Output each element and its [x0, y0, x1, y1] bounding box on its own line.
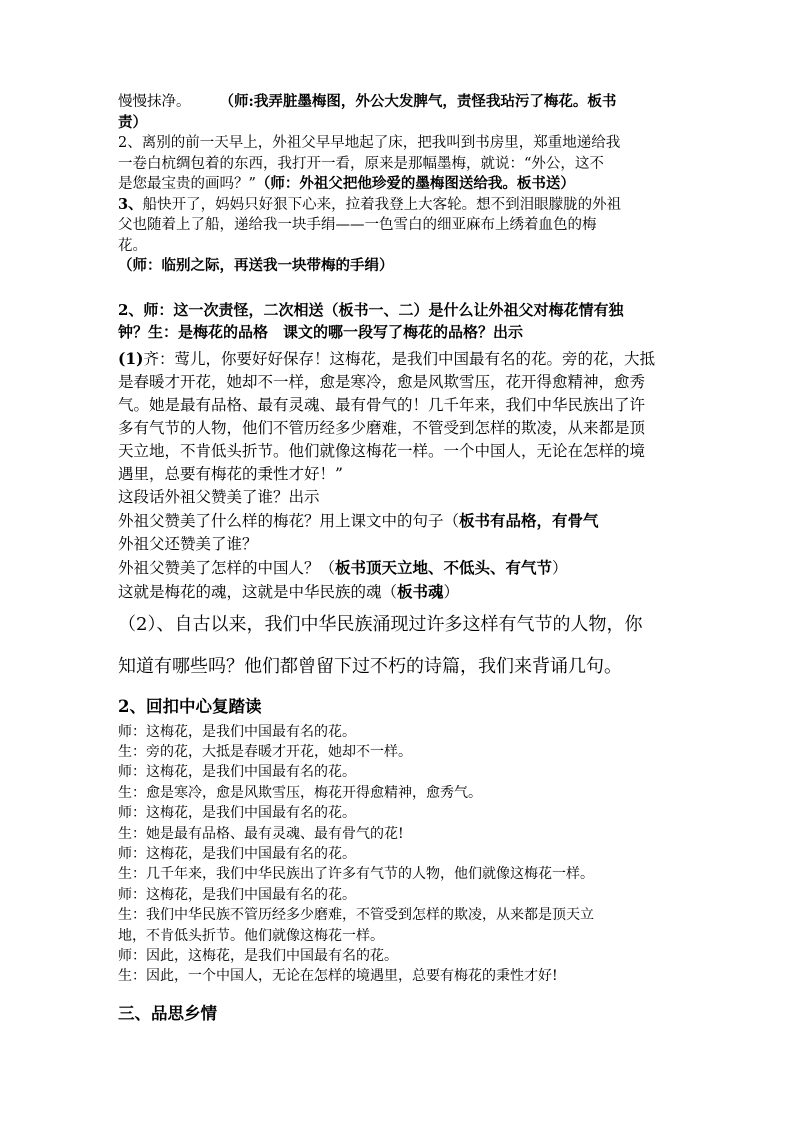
blackboard-note: 板书顶天立地、不低头、有气节 [335, 557, 553, 577]
section-title: 2、回扣中心复踏读 [118, 696, 262, 716]
question-line: 外祖父还赞美了谁？ [118, 534, 258, 553]
item-number: 3、 [118, 195, 143, 213]
blackboard-note: 板书魂 [397, 581, 444, 601]
text-line: 一卷白杭绸包着的东西，我打开一看，原来是那幅墨梅，就说：“外公，这不 [118, 155, 604, 172]
blackboard-note: 板书有品格，有骨气 [459, 510, 599, 530]
text-line: 2、离别的前一天早上，外祖父早早地起了床，把我叫到书房里，郑重地递给我 [118, 135, 621, 151]
document-page [118, 92, 678, 1027]
dialogue-line: 生：我们中华民族不管历经多少磨难，不管受到怎样的欺凌，从来都是顶天立 [118, 907, 594, 924]
text-line [118, 92, 678, 113]
teacher-note: （师：外祖父把他珍爱的墨梅图送给我。板书送） [255, 175, 575, 192]
text-run: 齐：莺儿，你要好好保存！这梅花，是我们中国最有名的花。旁的花，大抵 [143, 349, 655, 368]
passage-line: 气。她是最有品格、最有灵魂、最有骨气的！几千年来，我们中华民族出了许 [118, 395, 646, 414]
dialogue-line: 地，不肯低头折节。他们就像这梅花一样。 [118, 927, 384, 944]
prompt-line: （2）、自古以来，我们中华民族涌现过许多这样有气节的人物，你 [118, 613, 643, 635]
story-excerpt-block [118, 92, 678, 277]
recitation-prompt [118, 610, 678, 682]
teacher-note: 责） [118, 113, 147, 131]
dialogue-block [118, 722, 678, 987]
text-run: ） [443, 582, 460, 601]
dialogue-line: 师：因此，这梅花，是我们中国最有名的花。 [118, 947, 398, 964]
question-line: 这段话外祖父赞美了谁？出示 [118, 487, 320, 506]
text-run: 外祖父赞美了怎样的中国人？（ [118, 558, 336, 577]
passage-line: 是春暖才开花，她却不一样，愈是寒冷，愈是风欺雪压，花开得愈精神，愈秀 [118, 372, 646, 391]
heading-line: 钟？生：是梅花的品格 课文的哪一段写了梅花的品格？出示 [118, 322, 524, 341]
teacher-note: （师：临别之际，再送我一块带梅的手绢） [118, 257, 394, 274]
prompt-line: 知道有哪些吗？他们都曾留下过不朽的诗篇，我们来背诵几句。 [118, 655, 622, 677]
question-line [118, 509, 678, 533]
dialogue-line: 生：几千年来，我们中华民族出了许多有气节的人物，他们就像这梅花一样。 [118, 866, 594, 883]
quoted-passage [118, 347, 678, 486]
dialogue-line: 生：因此，一个中国人，无论在怎样的境遇里，总要有梅花的秉性才好! [118, 968, 558, 985]
dialogue-line: 师：这梅花，是我们中国最有名的花。 [118, 764, 356, 781]
dialogue-line: 师：这梅花，是我们中国最有名的花。 [118, 723, 356, 740]
questions-block [118, 486, 678, 604]
text-run: 船快开了，妈妈只好狠下心来，拉着我登上大客轮。想不到泪眼朦胧的外祖 [142, 196, 622, 213]
section-title: 三、品思乡情 [118, 1003, 217, 1023]
item-number: (1) [118, 348, 144, 368]
dialogue-line: 师：这梅花，是我们中国最有名的花。 [118, 845, 356, 862]
teacher-note: （师:我弄脏墨梅图，外公大发脾气，责怪我玷污了梅花。板书 [226, 93, 617, 110]
text-line [118, 174, 678, 195]
passage-line: 多有气节的人物，他们不管历经多少磨难，不管受到怎样的欺凌，从来都是顶 [118, 418, 646, 437]
passage-line: 天立地，不肯低头折节。他们就像这梅花一样。一个中国人，无论在怎样的境 [118, 441, 646, 460]
dialogue-line: 师：这梅花，是我们中国最有名的花。 [118, 805, 356, 822]
question-line [118, 556, 678, 580]
question-line [118, 580, 678, 604]
passage-line [118, 347, 678, 371]
text-line [118, 195, 678, 216]
text-run: 慢慢抹净。 [118, 94, 227, 110]
text-line: 父也随着上了船，递给我一块手绢——一色雪白的细亚麻布上绣着血色的梅 [118, 217, 597, 233]
text-run: ） [552, 558, 568, 577]
passage-line: 遇里，总要有梅花的秉性才好！” [118, 464, 343, 483]
blank-line [118, 277, 678, 299]
text-run: 这就是梅花的魂，这就是中华民族的魂（ [118, 582, 398, 601]
heading-line: 2、师：这一次责怪，二次相送（板书一、二）是什么让外祖父对梅花情有独 [118, 300, 624, 319]
question-heading [118, 299, 678, 343]
text-line: 花。 [118, 237, 147, 254]
text-run: 是您最宝贵的画吗？” [118, 176, 256, 192]
dialogue-line: 生：愈是寒冷，愈是风欺雪压，梅花开得愈精神，愈秀气。 [118, 784, 482, 801]
dialogue-line: 生：旁的花，大抵是春暖才开花，她却不一样。 [118, 743, 412, 760]
dialogue-line: 师：这梅花，是我们中国最有名的花。 [118, 886, 356, 903]
text-run: 外祖父赞美了什么样的梅花？用上课文中的句子（ [118, 511, 460, 530]
dialogue-line: 生：她是最有品格、最有灵魂、最有骨气的花! [118, 825, 404, 842]
